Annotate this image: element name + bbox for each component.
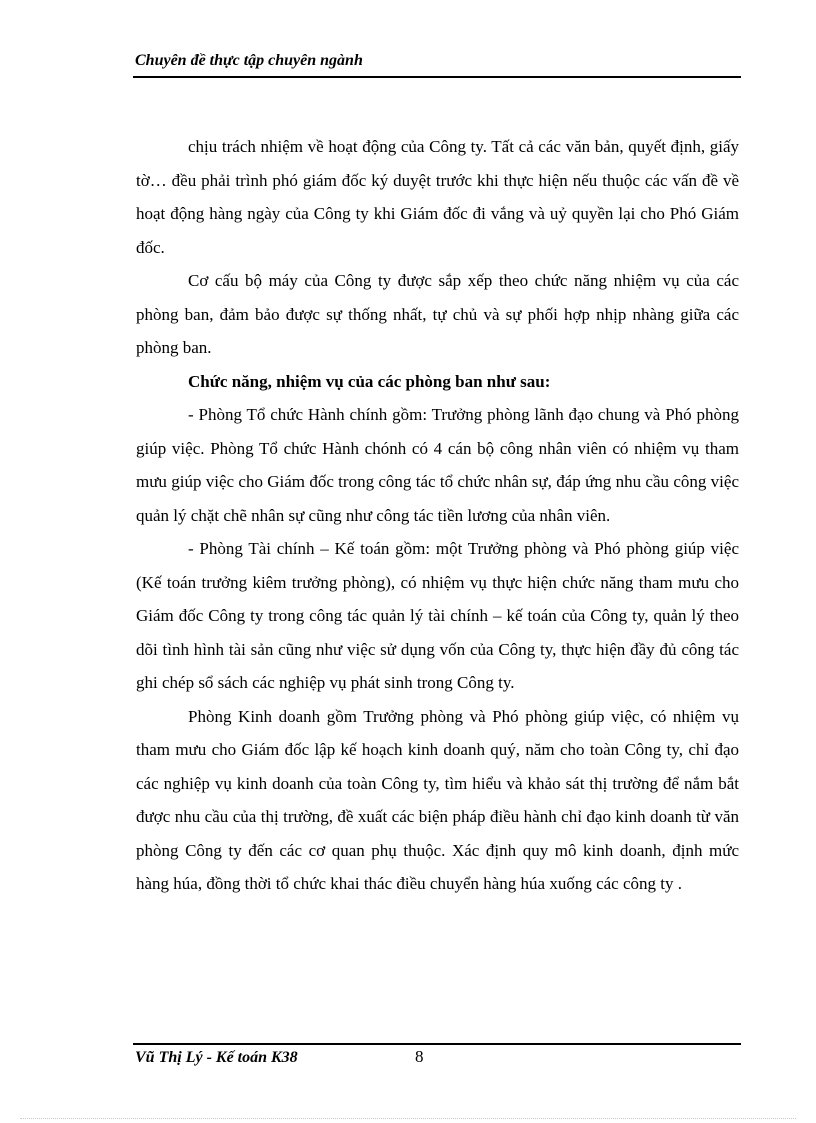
paragraph-structure: Cơ cấu bộ máy của Công ty được sắp xếp theo chức năng nhiệm vụ của các phòng ban, đảm bảo được sự thống nhất, tự chủ và sự phối hợp nhịp nhàng giữa các phòng ban. xyxy=(136,271,739,357)
footer-author: Vũ Thị Lý - Kế toán K38 xyxy=(135,1049,298,1066)
page-header-title: Chuyên đề thực tập chuyên ngành xyxy=(135,52,363,69)
footer-divider xyxy=(133,1043,741,1045)
page-number: 8 xyxy=(415,1047,424,1066)
header-divider xyxy=(133,76,741,78)
section-heading-functions: Chức năng, nhiệm vụ của các phòng ban như sau: xyxy=(188,371,551,391)
paragraph-responsibility: chịu trách nhiệm về hoạt động của Công ty. Tất cả các văn bản, quyết định, giấy tờ… đều phải trình phó giám đốc ký duyệt trước khi thực hiện nếu thuộc các vấn đề về hoạt động hàng ngày của Công ty khi Giám đốc đi vắng và uỷ quyền lại cho Phó Giám đốc. xyxy=(136,137,739,257)
paragraph-admin-department: - Phòng Tổ chức Hành chính gồm: Trưởng phòng lãnh đạo chung và Phó phòng giúp việc. Phòng Tổ chức Hành chónh có 4 cán bộ công nhân viên có nhiệm vụ tham mưu giúp việc cho Giám đốc trong công tác tổ chức nhân sự, đáp ứng nhu cầu công việc quản lý chặt chẽ nhân sự cũng như công tác tiền lương của nhân viên. xyxy=(136,405,739,525)
paragraph-finance-department: - Phòng Tài chính – Kế toán gồm: một Trưởng phòng và Phó phòng giúp việc (Kế toán trưởng kiêm trưởng phòng), có nhiệm vụ thực hiện chức năng tham mưu cho Giám đốc Công ty trong công tác quản lý tài chính – kế toán của Công ty, quản lý theo dõi tình hình tài sản cũng như việc sử dụng vốn của Công ty, thực hiện đầy đủ công tác ghi chép sổ sách các nghiệp vụ phát sinh trong Công ty. xyxy=(136,539,739,692)
paragraph-business-department: Phòng Kinh doanh gồm Trưởng phòng và Phó phòng giúp việc, có nhiệm vụ tham mưu cho Giám đốc lập kế hoạch kinh doanh quý, năm cho toàn Công ty, chỉ đạo các nghiệp vụ kinh doanh của toàn Công ty, tìm hiểu và khảo sát thị trường để nắm bắt được nhu cầu của thị trường, đề xuất các biện pháp điều hành chỉ đạo kinh doanh từ văn phòng Công ty đến các cơ quan phụ thuộc. Xác định quy mô kinh doanh, định mức hàng húa, đồng thời tổ chức khai thác điều chuyển hàng húa xuống các công ty . xyxy=(136,706,739,893)
page-bottom-edge xyxy=(20,1118,796,1119)
document-body xyxy=(136,130,739,901)
